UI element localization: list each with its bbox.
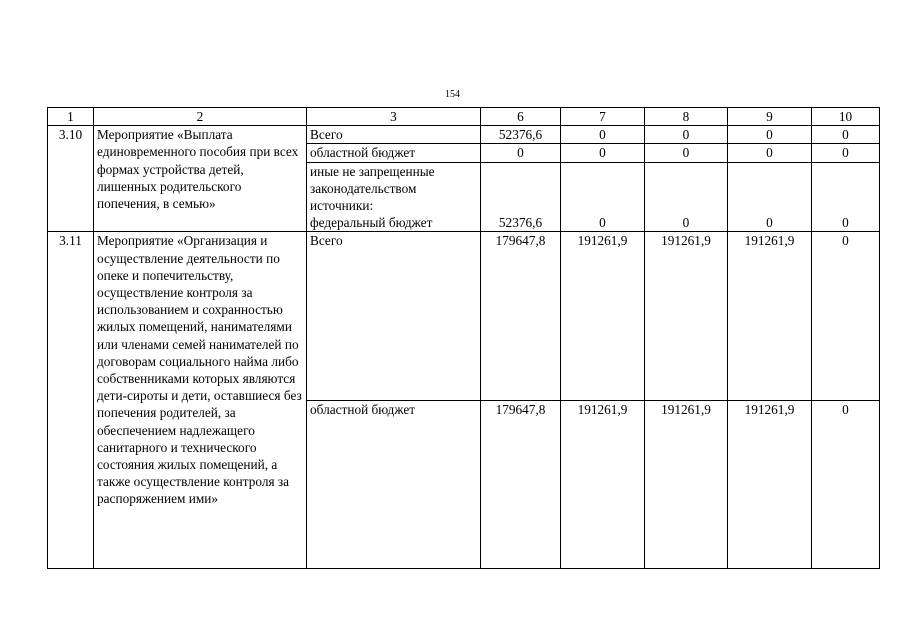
value-cell: 0 bbox=[728, 162, 812, 232]
value-cell: 0 bbox=[812, 126, 880, 144]
header-cell: 9 bbox=[728, 108, 812, 126]
page-number: 154 bbox=[445, 89, 460, 100]
row-number: 3.10 bbox=[48, 126, 94, 232]
value-cell: 0 bbox=[812, 232, 880, 401]
value-cell: 179647,8 bbox=[481, 232, 561, 401]
header-cell: 6 bbox=[481, 108, 561, 126]
budget-table bbox=[47, 107, 880, 569]
header-cell: 10 bbox=[812, 108, 880, 126]
value-cell: 0 bbox=[645, 162, 728, 232]
funding-source: Всего bbox=[307, 126, 481, 144]
funding-source: федеральный бюджет bbox=[310, 215, 433, 231]
table-row bbox=[48, 126, 880, 144]
value-cell: 191261,9 bbox=[561, 232, 645, 401]
value-cell: 0 bbox=[561, 126, 645, 144]
value-cell: 0 bbox=[645, 144, 728, 162]
value-cell: 0 bbox=[728, 126, 812, 144]
value-cell: 191261,9 bbox=[645, 400, 728, 569]
value-cell: 0 bbox=[812, 162, 880, 232]
header-cell: 2 bbox=[94, 108, 307, 126]
value-cell: 179647,8 bbox=[481, 400, 561, 569]
value-cell: 191261,9 bbox=[561, 400, 645, 569]
value-cell: 0 bbox=[561, 144, 645, 162]
funding-note: иные не запрещенные законодательством источники: bbox=[310, 163, 435, 214]
header-cell: 3 bbox=[307, 108, 481, 126]
value-cell: 191261,9 bbox=[645, 232, 728, 401]
value-cell: 0 bbox=[645, 126, 728, 144]
row-number: 3.11 bbox=[48, 232, 94, 569]
funding-source: Всего bbox=[307, 232, 481, 401]
header-row bbox=[48, 108, 880, 126]
value-cell: 0 bbox=[728, 144, 812, 162]
value-cell: 191261,9 bbox=[728, 400, 812, 569]
funding-source-cell bbox=[307, 162, 481, 232]
header-cell: 7 bbox=[561, 108, 645, 126]
header-cell: 8 bbox=[645, 108, 728, 126]
value-cell: 0 bbox=[481, 144, 561, 162]
value-cell: 191261,9 bbox=[728, 232, 812, 401]
value-cell: 0 bbox=[812, 400, 880, 569]
funding-source: областной бюджет bbox=[307, 400, 481, 569]
funding-source: областной бюджет bbox=[307, 144, 481, 162]
measure-title: Мероприятие «Организация и осуществление деятельности по опеке и попечительству, осуществление контроля за использованием и сохранностью жилых помещений, нанимателями или членами семей нанимателей по договорам социального найма либо собственниками которых являются дети-сироты и дети, оставшиеся без попечения родителей, за обеспечением надлежащего санитарного и технического состояния жилых помещений, а также осуществление контроля за распоряжением ими» bbox=[94, 232, 307, 569]
value-cell: 0 bbox=[561, 162, 645, 232]
table-row bbox=[48, 232, 880, 401]
value-cell: 52376,6 bbox=[481, 126, 561, 144]
header-cell: 1 bbox=[48, 108, 94, 126]
value-cell: 0 bbox=[812, 144, 880, 162]
value-cell: 52376,6 bbox=[481, 162, 561, 232]
measure-title: Мероприятие «Выплата единовременного пособия при всех формах устройства детей, лишенных родительского попечения, в семью» bbox=[94, 126, 307, 232]
